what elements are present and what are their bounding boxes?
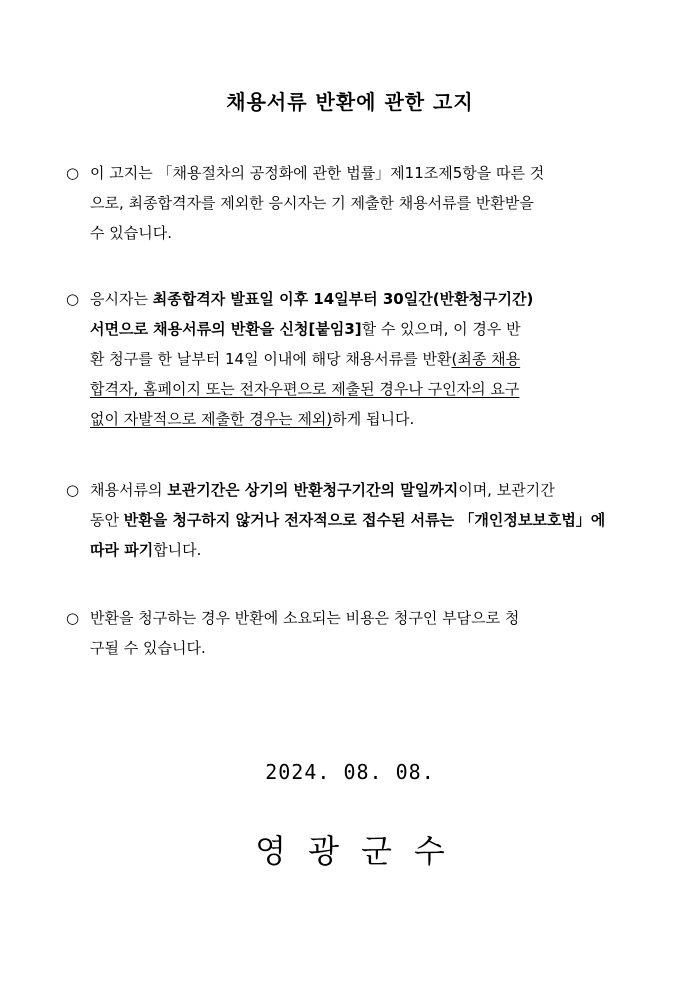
circle-bullet-icon: ○ [66, 609, 80, 627]
text-span: 이 고지는 「채용절차의 공정화에 관한 법률」제11조제5항을 따른 것 [90, 164, 545, 182]
bold-text: 보관기간은 상기의 반환청구기간의 말일까지 [167, 481, 459, 499]
document-title: 채용서류 반환에 관한 고지 [226, 90, 474, 114]
paragraph-2-line-5 [66, 404, 646, 434]
text-span: 할 수 있으며, 이 경우 반 [361, 320, 521, 338]
underlined-text: 합격자, 홈페이지 또는 전자우편으로 제출된 경우나 구인자의 요구 [90, 380, 520, 398]
paragraph-1-line-1 [66, 158, 646, 188]
paragraph-1-line-3: 수 있습니다. [90, 224, 172, 242]
paragraph-3-line-3 [66, 535, 646, 565]
circle-bullet-icon: ○ [66, 481, 80, 499]
paragraph-2-line-1 [66, 284, 646, 314]
paragraph-1 [66, 158, 646, 248]
paragraph-2-line-4 [66, 374, 646, 404]
text-span: 응시자는 [90, 290, 153, 308]
text-span: 하게 됩니다. [332, 410, 415, 428]
bold-text: 최종합격자 발표일 이후 14일부터 30일간(반환청구기간) [152, 290, 534, 308]
paragraph-4-line-1 [66, 603, 646, 633]
paragraph-4-line-2: 구될 수 있습니다. [90, 639, 206, 657]
circle-bullet-icon: ○ [66, 290, 80, 308]
underlined-text: (최종 채용 [451, 350, 521, 368]
bold-text: 반환을 청구하지 않거나 전자적으로 접수된 서류는 「개인정보보호법」에 [123, 511, 606, 529]
paragraph-2-line-2 [66, 314, 646, 344]
text-span: 합니다. [153, 541, 202, 559]
circle-bullet-icon: ○ [66, 164, 80, 182]
paragraph-3 [66, 475, 646, 565]
paragraph-1-line-2: 으로, 최종합격자를 제외한 응시자는 기 제출한 채용서류를 반환받을 [90, 194, 534, 212]
bold-text: 따라 파기 [90, 541, 154, 559]
text-span: 이며, 보관기간 [458, 481, 555, 499]
paragraph-4 [66, 603, 646, 663]
text-span: 환 청구를 한 날부터 14일 이내에 해당 채용서류를 반환 [90, 350, 452, 368]
bold-text: 서면으로 채용서류의 반환을 신청[붙임3] [90, 320, 362, 338]
paragraph-2-line-3 [66, 344, 646, 374]
paragraph-3-line-2 [66, 505, 646, 535]
paragraph-2 [66, 284, 646, 434]
notice-date: 2024. 08. 08. [265, 760, 435, 784]
underlined-text: 없이 자발적으로 제출한 경우는 제외) [90, 410, 333, 428]
paragraph-3-line-1 [66, 475, 646, 505]
text-span: 채용서류의 [90, 481, 168, 499]
issuer-name: 영광군수 [255, 832, 467, 870]
text-span: 반환을 청구하는 경우 반환에 소요되는 비용은 청구인 부담으로 청 [90, 609, 520, 627]
text-span: 동안 [90, 511, 124, 529]
